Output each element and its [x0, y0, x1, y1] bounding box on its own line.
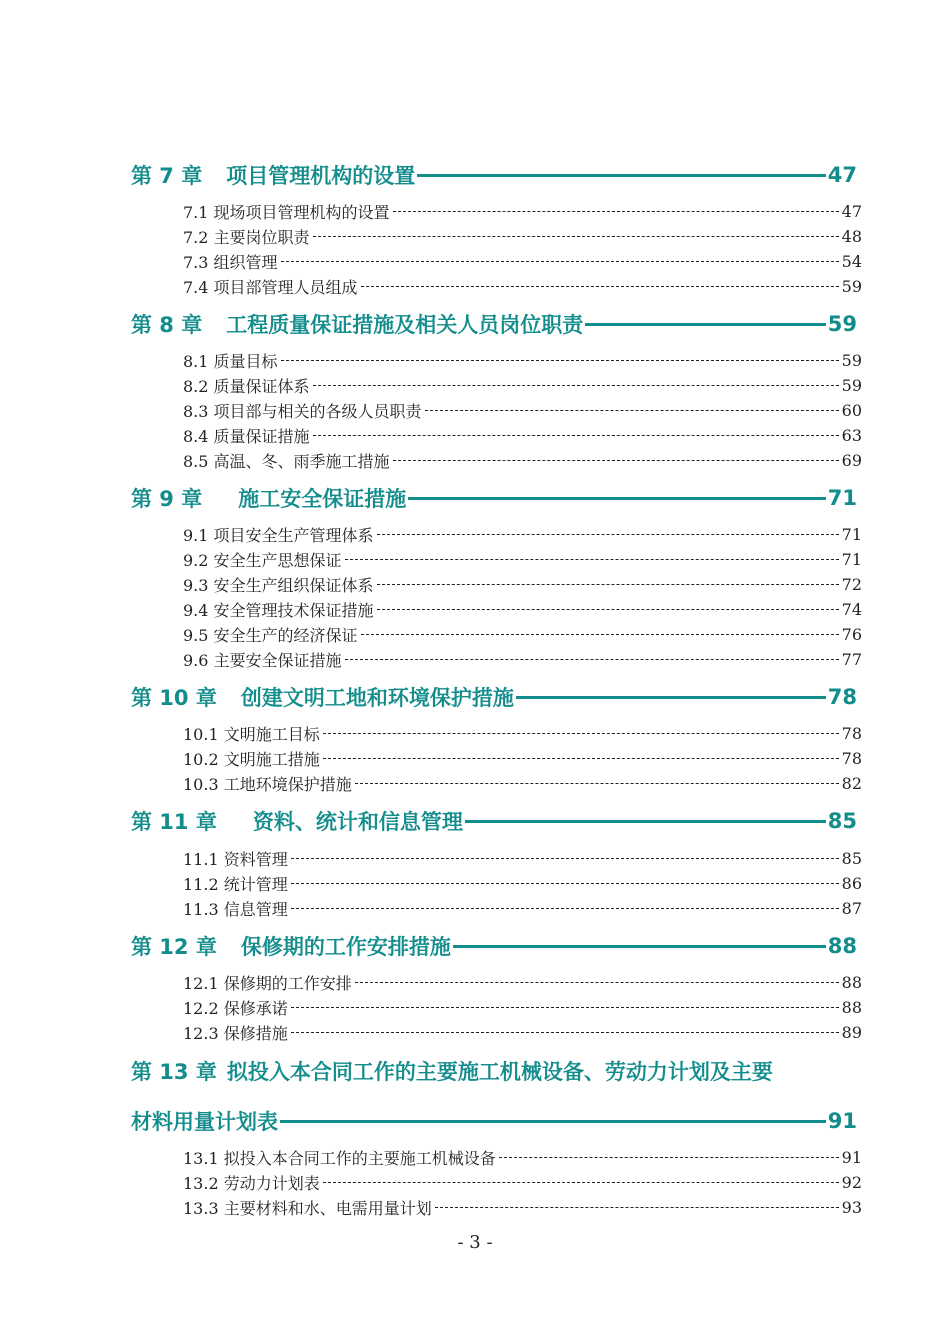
chapter-page: 85: [827, 809, 857, 833]
item-label: 8.4 质量保证措施: [183, 426, 310, 446]
item-label: 12.2 保修承诺: [183, 998, 288, 1018]
toc-chapter[interactable]: [131, 931, 857, 961]
item-page: 89: [841, 1022, 862, 1042]
chapter-title: 保修期的工作安排措施: [240, 935, 451, 959]
dot-leader: [377, 584, 839, 585]
item-label: 10.2 文明施工措施: [183, 749, 320, 769]
dot-leader: [499, 1157, 839, 1158]
dot-leader: [355, 982, 839, 983]
toc-item[interactable]: [183, 871, 862, 895]
toc-chapter[interactable]: [131, 682, 857, 712]
item-page: 91: [841, 1147, 862, 1167]
dot-leader: [453, 945, 826, 948]
dot-leader: [408, 497, 826, 500]
toc-item[interactable]: [183, 448, 862, 472]
toc-chapter[interactable]: [131, 160, 857, 190]
item-page: 59: [841, 276, 862, 296]
dot-leader: [345, 559, 839, 560]
toc-item[interactable]: [183, 746, 862, 770]
dot-leader: [280, 1120, 826, 1123]
toc-item[interactable]: [183, 647, 862, 671]
toc-item[interactable]: [183, 1145, 862, 1169]
dot-leader: [323, 733, 839, 734]
dot-leader: [291, 883, 839, 884]
chapter-title-line1: 拟投入本合同工作的主要施工机械设备、劳动力计划及主要: [226, 1060, 773, 1084]
item-page: 88: [841, 997, 862, 1017]
item-page: 72: [841, 574, 862, 594]
item-label: 13.3 主要材料和水、电需用量计划: [183, 1198, 432, 1218]
toc-chapter-line1[interactable]: [131, 1057, 871, 1087]
item-page: 59: [841, 375, 862, 395]
dot-leader: [313, 435, 839, 436]
item-page: 54: [841, 251, 862, 271]
item-label: 11.1 资料管理: [183, 849, 288, 869]
toc-item[interactable]: [183, 348, 862, 372]
item-label: 7.1 现场项目管理机构的设置: [183, 202, 390, 222]
item-label: 10.3 工地环境保护措施: [183, 774, 352, 794]
toc-item[interactable]: [183, 622, 862, 646]
dot-leader: [425, 410, 839, 411]
item-label: 8.1 质量目标: [183, 351, 278, 371]
item-label: 8.2 质量保证体系: [183, 376, 310, 396]
item-label: 10.1 文明施工目标: [183, 724, 320, 744]
chapter-number: 第 9 章: [131, 487, 203, 511]
dot-leader: [291, 908, 839, 909]
dot-leader: [435, 1207, 839, 1208]
item-label: 9.4 安全管理技术保证措施: [183, 600, 374, 620]
item-page: 74: [841, 599, 862, 619]
item-label: 9.3 安全生产组织保证体系: [183, 575, 374, 595]
item-label: 12.3 保修措施: [183, 1023, 288, 1043]
toc-item[interactable]: [183, 423, 862, 447]
chapter-page: 78: [827, 685, 857, 709]
chapter-number: 第 12 章: [131, 935, 217, 959]
item-page: 85: [841, 848, 862, 868]
toc-item[interactable]: [183, 771, 862, 795]
item-page: 78: [841, 723, 862, 743]
dot-leader: [291, 858, 839, 859]
dot-leader: [291, 1007, 839, 1008]
dot-leader: [361, 286, 839, 287]
dot-leader: [361, 634, 839, 635]
toc-item[interactable]: [183, 572, 862, 596]
item-label: 7.4 项目部管理人员组成: [183, 277, 358, 297]
dot-leader: [393, 460, 839, 461]
chapter-page: 59: [827, 312, 857, 336]
item-page: 76: [841, 624, 862, 644]
item-page: 82: [841, 773, 862, 793]
chapter-page: 71: [827, 486, 857, 510]
item-page: 47: [841, 201, 862, 221]
item-page: 88: [841, 972, 862, 992]
toc-item[interactable]: [183, 547, 862, 571]
chapter-title: 工程质量保证措施及相关人员岗位职责: [226, 313, 584, 337]
item-label: 7.2 主要岗位职责: [183, 227, 310, 247]
dot-leader: [291, 1032, 839, 1033]
chapter-number: 第 7 章: [131, 164, 203, 188]
chapter-page: 47: [827, 163, 857, 187]
chapter-title-line2: 材料用量计划表: [131, 1110, 278, 1134]
item-label: 7.3 组织管理: [183, 252, 278, 272]
dot-leader: [313, 385, 839, 386]
toc-item[interactable]: [183, 522, 862, 546]
item-page: 93: [841, 1197, 862, 1217]
chapter-title: 资料、统计和信息管理: [252, 810, 463, 834]
chapter-title: 创建文明工地和环境保护措施: [240, 686, 514, 710]
chapter-number: 第 13 章: [131, 1060, 217, 1084]
dot-leader: [323, 1182, 839, 1183]
dot-leader: [417, 174, 826, 177]
toc-item[interactable]: [183, 224, 862, 248]
item-page: 92: [841, 1172, 862, 1192]
dot-leader: [377, 534, 839, 535]
toc-item[interactable]: [183, 1195, 862, 1219]
chapter-number: 第 10 章: [131, 686, 217, 710]
item-page: 86: [841, 873, 862, 893]
dot-leader: [323, 758, 839, 759]
item-page: 71: [841, 549, 862, 569]
toc-chapter[interactable]: [131, 806, 857, 836]
dot-leader: [393, 211, 839, 212]
item-label: 11.2 统计管理: [183, 874, 288, 894]
chapter-number: 第 11 章: [131, 810, 217, 834]
item-label: 9.6 主要安全保证措施: [183, 650, 342, 670]
dot-leader: [465, 820, 826, 823]
item-label: 9.2 安全生产思想保证: [183, 550, 342, 570]
dot-leader: [355, 783, 839, 784]
toc-chapter[interactable]: [131, 309, 857, 339]
chapter-number: 第 8 章: [131, 313, 203, 337]
item-label: 9.1 项目安全生产管理体系: [183, 525, 374, 545]
chapter-page: 88: [827, 934, 857, 958]
item-page: 63: [841, 425, 862, 445]
toc-item[interactable]: [183, 274, 862, 298]
chapter-page: 91: [827, 1109, 857, 1133]
page-number: - 3 -: [457, 1232, 493, 1253]
dot-leader: [281, 261, 839, 262]
item-label: 9.5 安全生产的经济保证: [183, 625, 358, 645]
item-page: 59: [841, 350, 862, 370]
item-label: 13.1 拟投入本合同工作的主要施工机械设备: [183, 1148, 496, 1168]
toc-item[interactable]: [183, 1020, 862, 1044]
dot-leader: [377, 609, 839, 610]
item-page: 78: [841, 748, 862, 768]
item-label: 8.3 项目部与相关的各级人员职责: [183, 401, 422, 421]
item-page: 77: [841, 649, 862, 669]
item-label: 12.1 保修期的工作安排: [183, 973, 352, 993]
toc-item[interactable]: [183, 846, 862, 870]
toc-item[interactable]: [183, 970, 862, 994]
toc-item[interactable]: [183, 199, 862, 223]
dot-leader: [281, 360, 839, 361]
item-page: 71: [841, 524, 862, 544]
chapter-title: 项目管理机构的设置: [226, 164, 416, 188]
item-label: 8.5 高温、冬、雨季施工措施: [183, 451, 390, 471]
dot-leader: [516, 696, 826, 699]
toc-item[interactable]: [183, 597, 862, 621]
dot-leader: [345, 659, 839, 660]
toc-item[interactable]: [183, 398, 862, 422]
item-page: 60: [841, 400, 862, 420]
toc-item[interactable]: [183, 721, 862, 745]
item-label: 11.3 信息管理: [183, 899, 288, 919]
toc-item[interactable]: [183, 1170, 862, 1194]
item-label: 13.2 劳动力计划表: [183, 1173, 320, 1193]
item-page: 48: [841, 226, 862, 246]
toc-item[interactable]: [183, 373, 862, 397]
toc-chapter[interactable]: [131, 483, 857, 513]
chapter-title: 施工安全保证措施: [238, 487, 407, 511]
item-page: 69: [841, 450, 862, 470]
item-page: 87: [841, 898, 862, 918]
toc-item[interactable]: [183, 896, 862, 920]
toc-item[interactable]: [183, 249, 862, 273]
toc-item[interactable]: [183, 995, 862, 1019]
toc-chapter-line2[interactable]: [131, 1106, 857, 1136]
dot-leader: [313, 236, 839, 237]
dot-leader: [585, 323, 826, 326]
